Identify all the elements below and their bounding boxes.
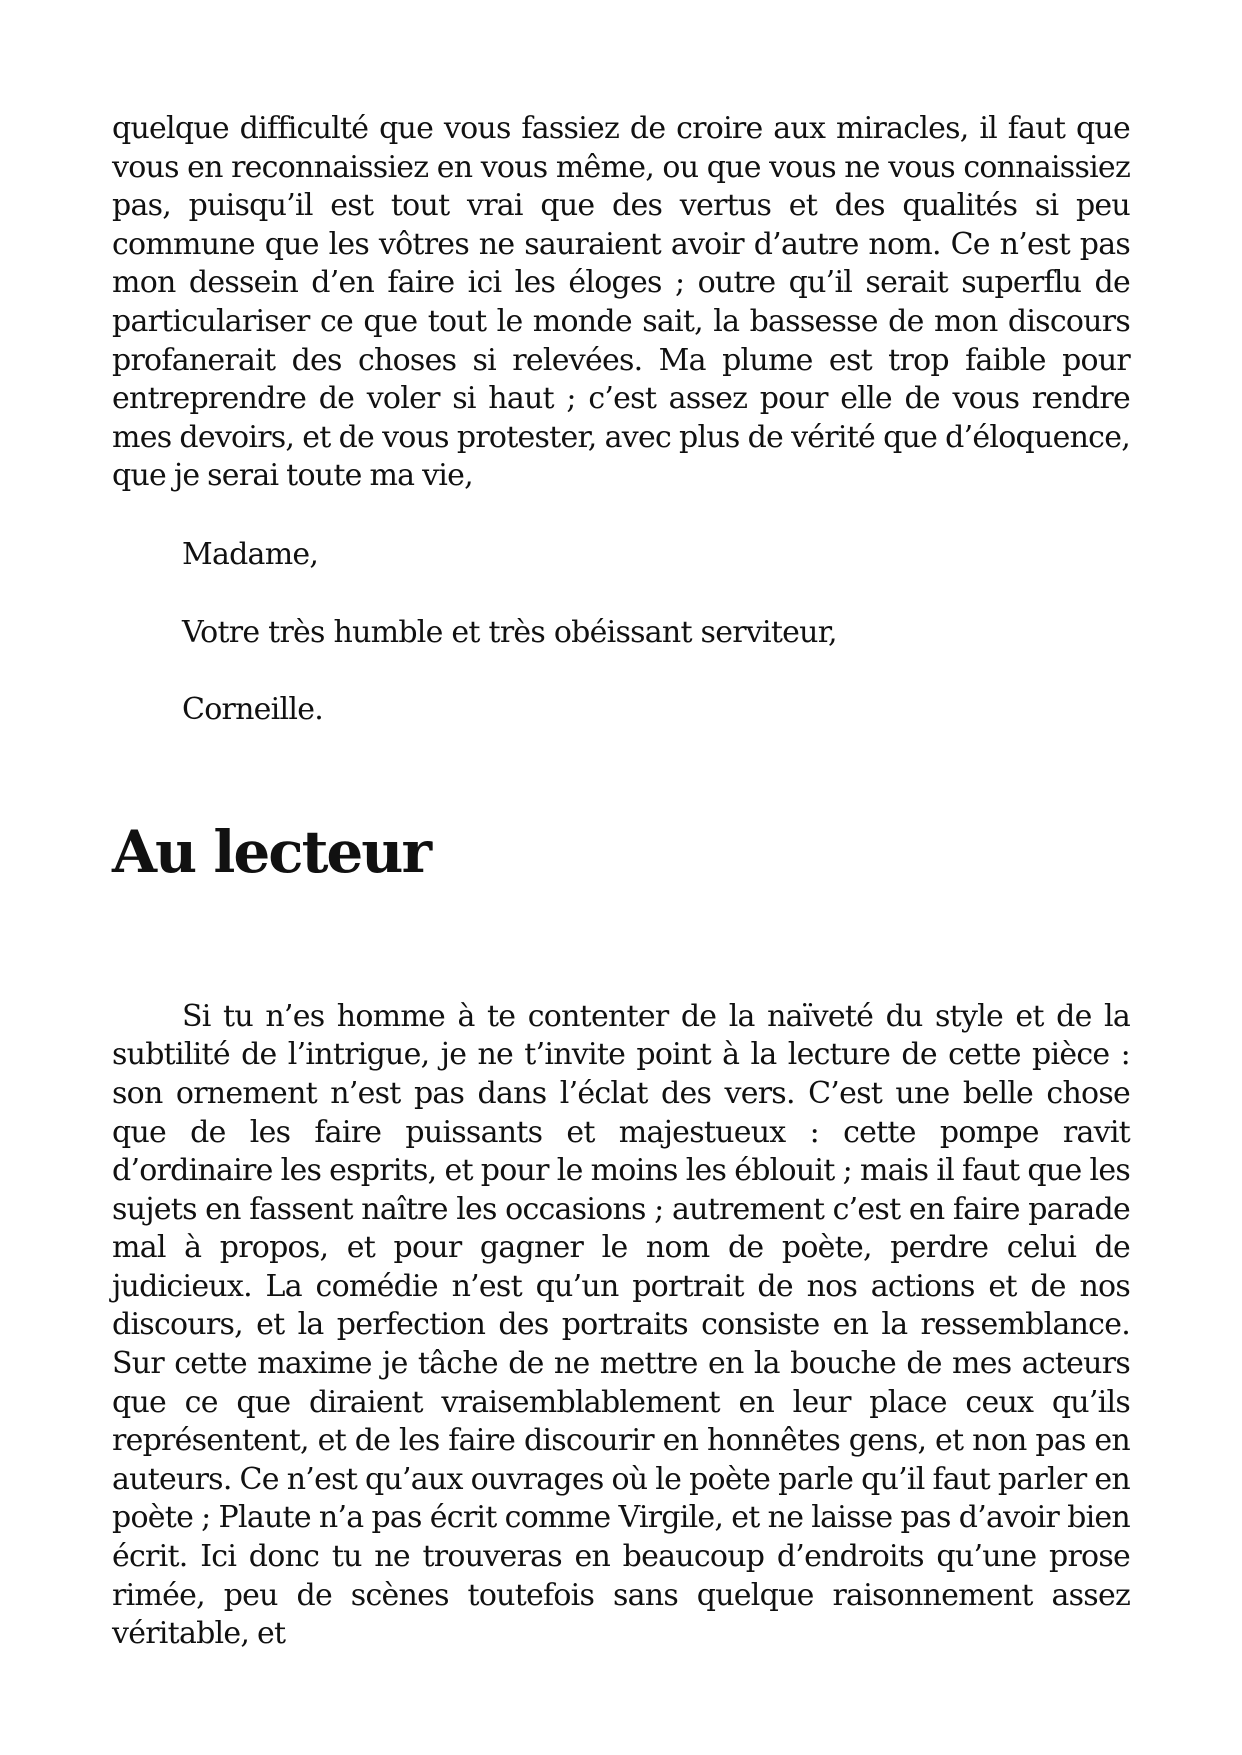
section-title: Au lecteur <box>112 817 431 886</box>
section-body-paragraph: Si tu n’es homme à te contenter de la naïveté du style et de la subtilité de l’intrigue, je ne t’invite point à la lecture de cette pièce : son ornement n’est pas dans l’éclat des vers. C’est une belle chose que de les faire puissants et majestueux : cette pompe ravit d’ordinaire les esprits, et pour le moins les éblouit ; mais il faut que les sujets en fassent naître les occasions ; autrement c’est en faire parade mal à propos, et pour gagner le nom de poète, perdre celui de judicieux. La comédie n’est qu’un portrait de nos actions et de nos discours, et la perfection des portraits consiste en la ressemblance. Sur cette maxime je tâche de ne mettre en la bouche de mes acteurs que ce que diraient vraisemblablement en leur place ceux qu’ils représentent, et de les faire discourir en honnêtes gens, et non pas en auteurs. Ce n’est qu’aux ouvrages où le poète parle qu’il faut parler en poète ; Plaute n’a pas écrit comme Virgile, et ne laisse pas d’avoir bien écrit. Ici donc tu ne trouveras en beaucoup d’endroits qu’une prose rimée, peu de scènes toutefois sans quelque raisonnement assez véritable, et <box>112 998 1130 1652</box>
letter-signature: Corneille. <box>182 692 324 728</box>
document-page <box>112 110 1130 1654</box>
letter-body-paragraph: quelque difficulté que vous fassiez de croire aux miracles, il faut que vous en reconnaissiez en vous même, ou que vous ne vous connaissiez pas, puisqu’il est tout vrai que des vertus et des qualités si peu commune que les vôtres ne sauraient avoir d’autre nom. Ce n’est pas mon dessein d’en faire ici les éloges ; outre qu’il serait superflu de particulariser ce que tout le monde sait, la bassesse de mon discours profanerait des choses si relevées. Ma plume est trop faible pour entreprendre de voler si haut ; c’est assez pour elle de vous rendre mes devoirs, et de vous protester, avec plus de vérité que d’éloquence, que je serai toute ma vie, <box>112 111 1130 494</box>
letter-salutation: Madame, <box>182 536 319 572</box>
letter-closing: Votre très humble et très obéissant serviteur, <box>182 614 837 650</box>
